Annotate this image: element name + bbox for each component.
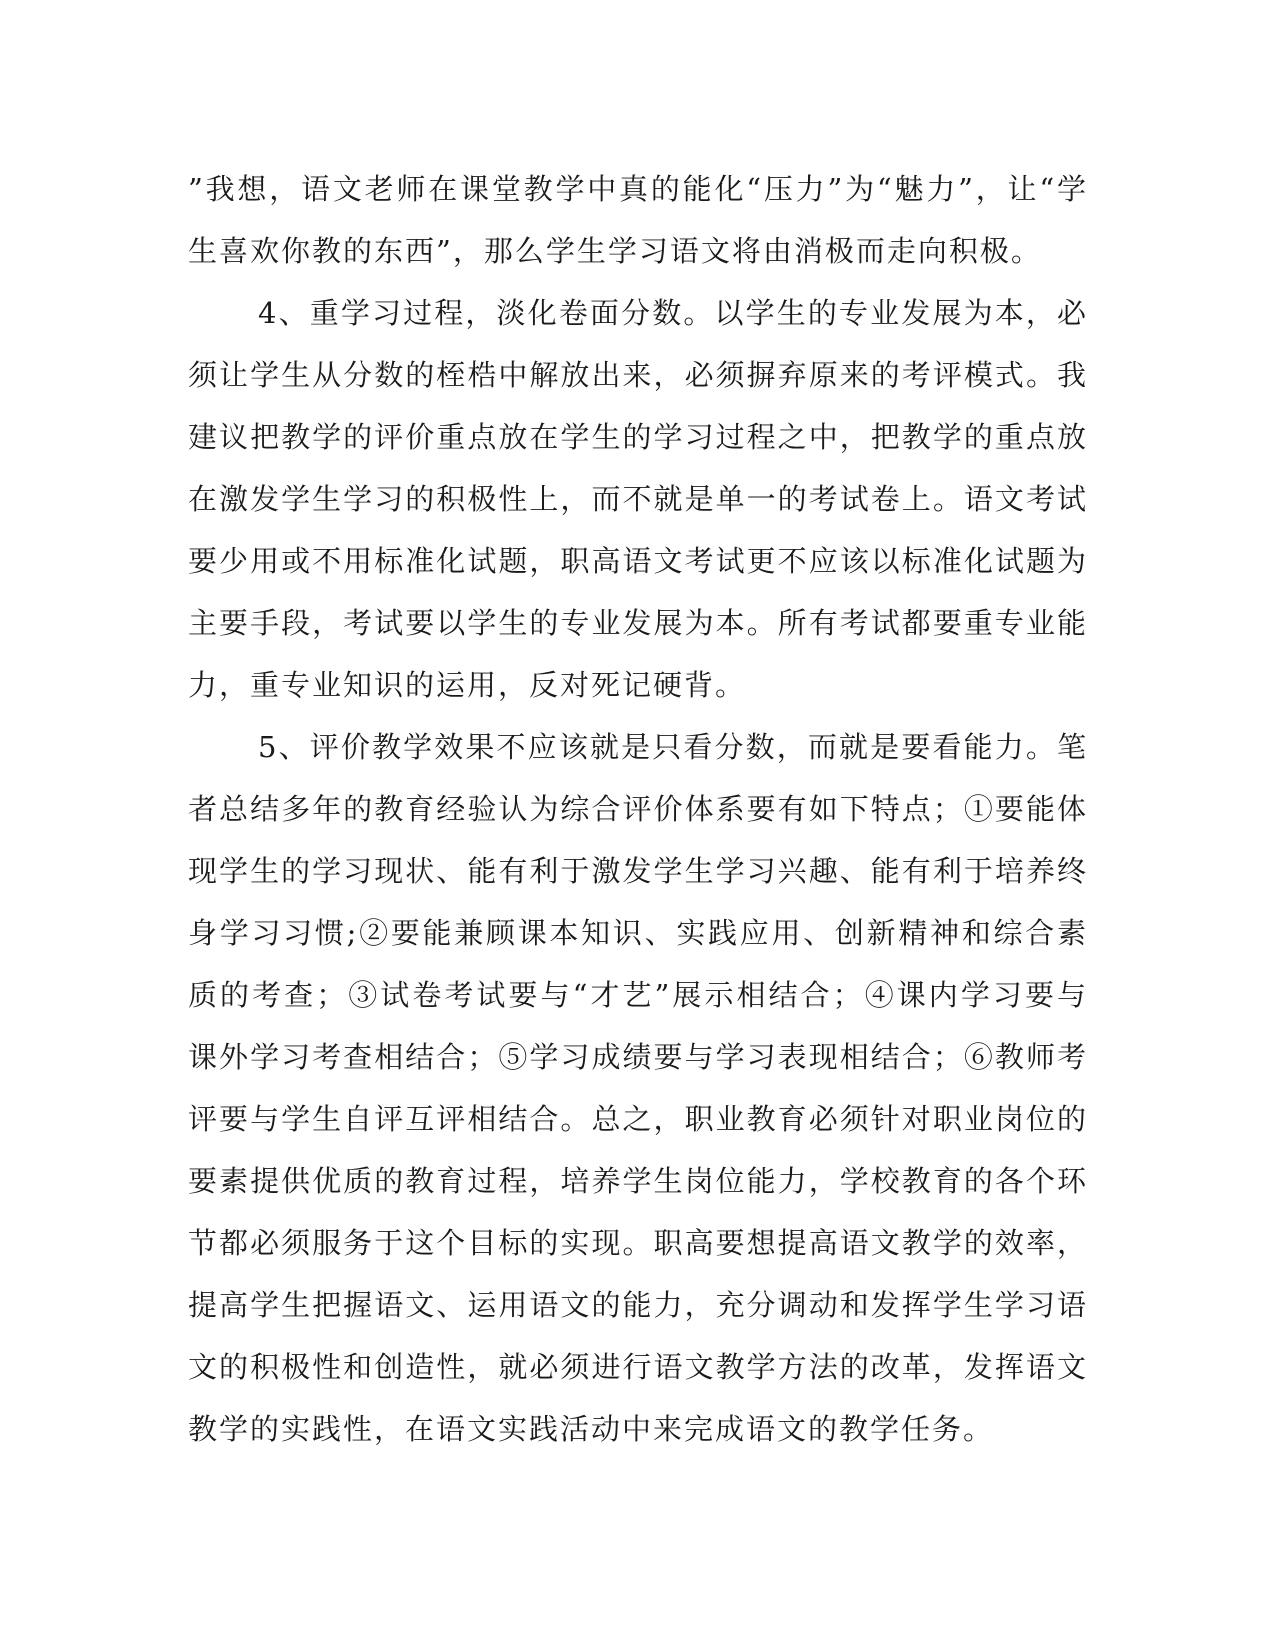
document-body <box>188 158 1088 1460</box>
paragraph-2: 4、重学习过程，淡化卷面分数。以学生的专业发展为本，必须让学生从分数的桎梏中解放出来，必须摒弃原来的考评模式。我建议把教学的评价重点放在学生的学习过程之中，把教学的重点放在激发学生学习的积极性上，而不就是单一的考试卷上。语文考试要少用或不用标准化试题，职高语文考试更不应该以标准化试题为主要手段，考试要以学生的专业发展为本。所有考试都要重专业能力，重专业知识的运用，反对死记硬背。 <box>188 296 1088 702</box>
paragraph-1: ”我想，语文老师在课堂教学中真的能化“压力”为“魅力”，让“学生喜欢你教的东西”，那么学生学习语文将由消极而走向积极。 <box>188 172 1088 268</box>
paragraph-3: 5、评价教学效果不应该就是只看分数，而就是要看能力。笔者总结多年的教育经验认为综合评价体系要有如下特点；①要能体现学生的学习现状、能有利于激发学生学习兴趣、能有利于培养终身学习习惯;②要能兼顾课本知识、实践应用、创新精神和综合素质的考查；③试卷考试要与“才艺”展示相结合；④课内学习要与课外学习考查相结合；⑤学习成绩要与学习表现相结合；⑥教师考评要与学生自评互评相结合。总之，职业教育必须针对职业岗位的要素提供优质的教育过程，培养学生岗位能力，学校教育的各个环节都必须服务于这个目标的实现。职高要想提高语文教学的效率，提高学生把握语文、运用语文的能力，充分调动和发挥学生学习语文的积极性和创造性，就必须进行语文教学方法的改革，发挥语文教学的实践性，在语文实践活动中来完成语文的教学任务。 <box>188 730 1088 1446</box>
